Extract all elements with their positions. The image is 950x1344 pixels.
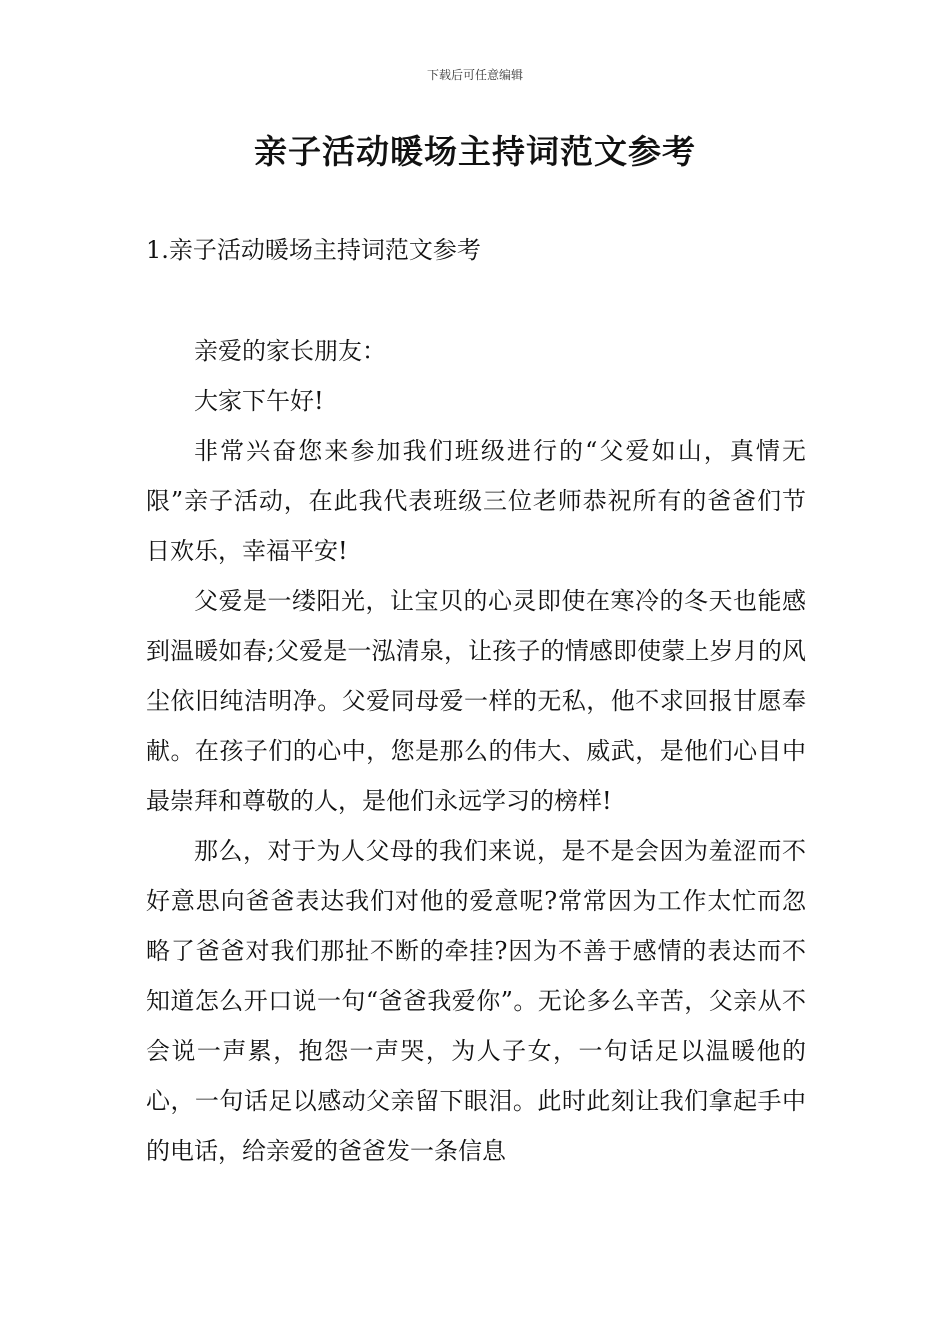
document-body <box>146 326 806 1176</box>
document-title: 亲子活动暖场主持词范文参考 <box>254 132 696 171</box>
paragraph-fatherly-love: 父爱是一缕阳光，让宝贝的心灵即使在寒冷的冬天也能感到温暖如春;父爱是一泓清泉，让孩子的情感即使蒙上岁月的风尘依旧纯洁明净。父爱同母爱一样的无私，他不求回报甘愿奉献。在孩子们的心中，您是那么的伟大、威武，是他们心目中最崇拜和尊敬的人，是他们永远学习的榜样! <box>146 587 806 815</box>
paragraph-welcome: 非常兴奋您来参加我们班级进行的“父爱如山，真情无限”亲子活动，在此我代表班级三位老师恭祝所有的爸爸们节日欢乐，幸福平安! <box>146 437 806 565</box>
header-note: 下载后可任意编辑 <box>426 68 523 82</box>
section-heading: 1.亲子活动暖场主持词范文参考 <box>146 236 481 264</box>
paragraph-greeting: 亲爱的家长朋友： <box>194 337 386 365</box>
paragraph-salutation: 大家下午好! <box>194 387 324 415</box>
paragraph-expression: 那么，对于为人父母的我们来说，是不是会因为羞涩而不好意思向爸爸表达我们对他的爱意呢?常常因为工作太忙而忽略了爸爸对我们那扯不断的牵挂?因为不善于感情的表达而不知道怎么开口说一句“爸爸我爱你”。无论多么辛苦，父亲从不会说一声累，抱怨一声哭，为人子女，一句话足以温暖他的心，一句话足以感动父亲留下眼泪。此时此刻让我们拿起手中的电话，给亲爱的爸爸发一条信息 <box>146 837 806 1165</box>
